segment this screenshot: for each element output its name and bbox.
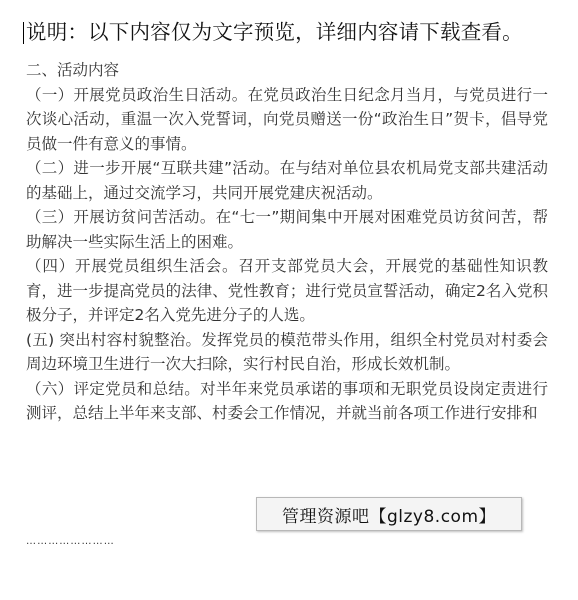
paragraph-3: （三）开展访贫问苦活动。在“七一”期间集中开展对困难党员访贫问苦，帮助解决一些实际生活上的困难。 (26, 208, 548, 251)
paragraph-5: (五) 突出村容村貌整治。发挥党员的模范带头作用，组织全村党员对村委会周边环境卫生进行一次大扫除，实行村民自治，形成长效机制。 (26, 330, 548, 373)
paragraph-1: （一）开展党员政治生日活动。在党员政治生日纪念月当月，与党员进行一次谈心活动，重温一次入党誓词，向党员赠送一份“政治生日”贺卡，倡导党员做一件有意义的事情。 (26, 85, 548, 153)
paragraph-2: （二）进一步开展“互联共建”活动。在与结对单位县农机局党支部共建活动的基础上，通过交流学习，共同开展党建庆祝活动。 (26, 159, 548, 202)
paragraph-4: （四）开展党员组织生活会。召开支部党员大会，开展党的基础性知识教育，进一步提高党员的法律、党性教育；进行党员宣誓活动，确定2名入党积极分子，并评定2名入党先进分子的人选。 (26, 257, 548, 324)
paragraph-6: （六）评定党员和总结。对半年来党员承诺的事项和无职党员设岗定责进行测评，总结上半年来支部、村委会工作情况，并就当前各项工作进行安排和 (26, 379, 548, 422)
text-cursor (23, 22, 24, 44)
continuation-ellipsis: …………………… (26, 536, 115, 547)
section-heading: 二、活动内容 (26, 61, 120, 79)
preview-notice: 说明：以下内容仅为文字预览，详细内容请下载查看。 (26, 20, 523, 44)
document-body (26, 58, 548, 426)
watermark-banner: 管理资源吧【glzy8.com】 (256, 497, 522, 531)
